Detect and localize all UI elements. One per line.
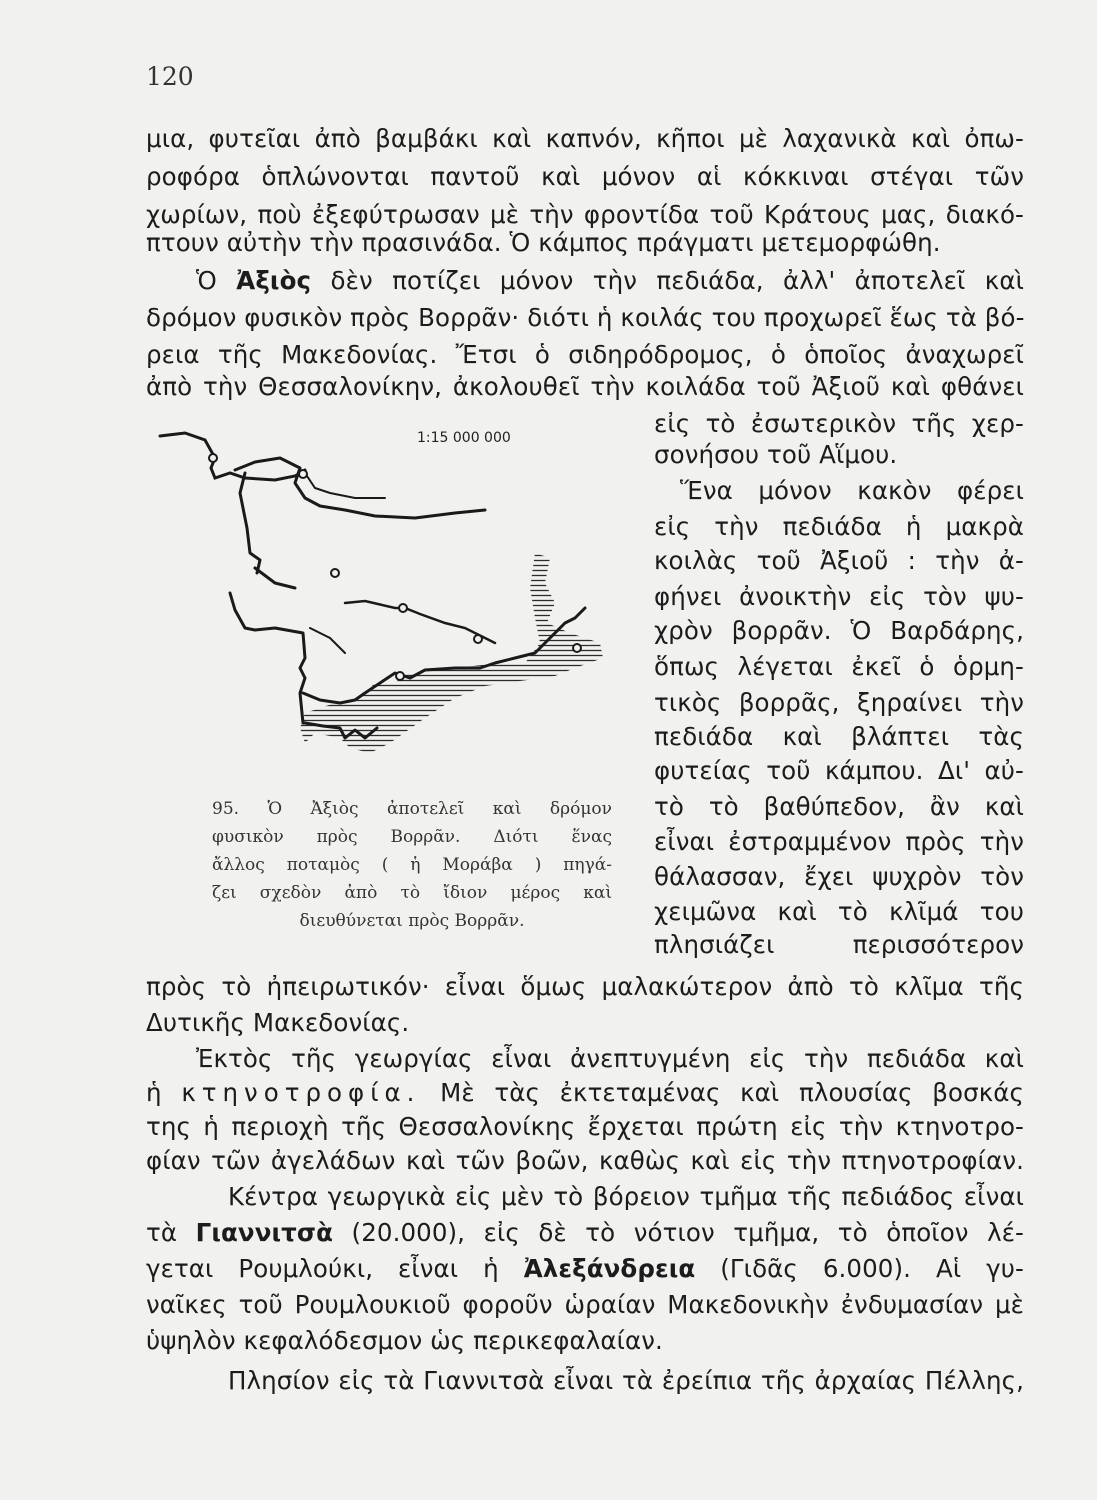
term-axios: Ἀξιὸς xyxy=(236,266,312,295)
map-scale-label: 1:15 000 000 xyxy=(417,430,511,446)
text: Ὁ xyxy=(196,266,237,295)
text: Μὲ τὰς ἐκτεταμένας καὶ πλουσίας βοσκάς xyxy=(420,1078,1024,1107)
body-line: Κέντρα γεωργικὰ εἰς μὲν τὸ βόρειον τμῆμα τῆς πεδιάδος εἶναι xyxy=(228,1182,1024,1211)
term-giannitsa: Γιαννιτσὰ xyxy=(195,1218,334,1247)
body-line: μια, φυτεῖαι ἀπὸ βαμβάκι καὶ καπνόν, κῆποι μὲ λαχανικὰ καὶ ὀπω- xyxy=(146,124,1024,153)
body-line-livestock xyxy=(146,1078,1024,1108)
text: (20.000), εἰς δὲ τὸ νότιον τμῆμα, τὸ ὁποῖον λέ- xyxy=(333,1218,1024,1247)
figure-caption-line: 95. Ὁ Ἀξιὸς ἀποτελεῖ καὶ δρόμον xyxy=(212,799,612,819)
axios-river xyxy=(160,433,305,480)
river-north xyxy=(305,473,385,498)
text: ἡ xyxy=(146,1078,182,1107)
column-line: φήνει ἀνοικτὴν εἰς τὸν ψυ- xyxy=(654,582,1024,611)
column-line: ὅπως λέγεται ἐκεῖ ὁ ὁρμη- xyxy=(654,652,1024,681)
figure-caption-line: φυσικὸν πρὸς Βορρᾶν. Διότι ἕνας xyxy=(212,827,612,847)
town-marker xyxy=(396,672,404,680)
town-marker xyxy=(331,569,339,577)
text: (Γιδᾶς 6.000). Αἱ γυ- xyxy=(695,1254,1024,1283)
body-line: της ἡ περιοχὴ τῆς Θεσσαλονίκης ἔρχεται πρώτη εἰς τὴν κτηνοτρο- xyxy=(146,1112,1024,1141)
column-line: πεδιάδα καὶ βλάπτει τὰς xyxy=(654,722,1024,751)
column-line: εἰς τὴν πεδιάδα ἡ μακρὰ xyxy=(654,512,1024,541)
page-number: 120 xyxy=(146,62,194,91)
figure-caption-line: διευθύνεται πρὸς Βορρᾶν. xyxy=(299,911,525,931)
town-marker xyxy=(573,644,581,652)
body-line: Πλησίον εἰς τὰ Γιαννιτσὰ εἶναι τὰ ἐρείπια τῆς ἀρχαίας Πέλλης, xyxy=(228,1366,1024,1395)
text: τὰ xyxy=(146,1218,196,1247)
figure-caption-line: ἄλλος ποταμὸς ( ἡ Μοράβα ) πηγά- xyxy=(212,855,612,875)
figure-caption-line: ζει σχεδὸν ἀπὸ τὸ ἴδιον μέρος καὶ xyxy=(212,883,612,903)
column-line: τὸ τὸ βαθύπεδον, ἂν καὶ xyxy=(654,792,1024,821)
column-line: φυτείας τοῦ κάμπου. Δι' αὐ- xyxy=(654,756,1024,785)
body-line: ρεια τῆς Μακεδονίας. Ἔτσι ὁ σιδηρόδρομος, ὁ ὁποῖος ἀναχωρεῖ xyxy=(146,340,1024,369)
river-center xyxy=(310,628,345,653)
column-line: θάλασσαν, ἔχει ψυχρὸν τὸν xyxy=(654,862,1024,891)
column-line: χρὸν βορρᾶν. Ὁ Βαρδάρης, xyxy=(654,616,1024,645)
term-alexandreia: Ἀλεξάνδρεια xyxy=(523,1254,696,1283)
column-line: εἶναι ἐστραμμένον πρὸς τὴν xyxy=(654,827,1024,856)
body-line: Ἐκτὸς τῆς γεωργίας εἶναι ἀνεπτυγμένη εἰς τὴν πεδιάδα καὶ xyxy=(196,1044,1024,1073)
body-line: ἀπὸ τὴν Θεσσαλονίκην, ἀκολουθεῖ τὴν κοιλάδα τοῦ Ἀξιοῦ καὶ φθάνει xyxy=(146,372,1024,401)
body-line: ὑψηλὸν κεφαλόδεσμον ὡς περικεφαλαίαν. xyxy=(146,1326,663,1355)
town-marker xyxy=(299,470,307,478)
column-line: κοιλὰς τοῦ Ἀξιοῦ : τὴν ἀ- xyxy=(654,546,1024,575)
column-line: πλησιάζει περισσότερον xyxy=(654,930,1024,959)
body-line: ροφόρα ὁπλώνονται παντοῦ καὶ μόνον αἱ κόκκιναι στέγαι τῶν xyxy=(146,162,1024,191)
term-livestock: κτηνοτροφία. xyxy=(181,1078,421,1107)
column-line: εἰς τὸ ἐσωτερικὸν τῆς χερ- xyxy=(654,409,1024,438)
town-marker xyxy=(399,604,407,612)
body-line: χωρίων, ποὺ ἐξεφύτρωσαν μὲ τὴν φροντίδα τοῦ Κράτους μας, διακό- xyxy=(146,200,1024,229)
column-line: τικὸς βορρᾶς, ξηραίνει τὴν xyxy=(654,688,1024,717)
body-line-axios xyxy=(196,266,1024,296)
body-line: δρόμον φυσικὸν πρὸς Βορρᾶν· διότι ἡ κοιλάς του προχωρεῖ ἕως τὰ βό- xyxy=(146,303,1025,332)
column-line: σονήσου τοῦ Αἵμου. xyxy=(654,440,898,469)
axios-map xyxy=(155,418,625,778)
body-line: Δυτικῆς Μακεδονίας. xyxy=(146,1008,410,1037)
column-line: Ἕνα μόνον κακὸν φέρει xyxy=(680,476,1024,505)
river-east xyxy=(345,601,495,643)
body-line: ναῖκες τοῦ Ρουμλουκιοῦ φοροῦν ὡραίαν Μακεδονικὴν ἐνδυμασίαν μὲ xyxy=(146,1290,1024,1319)
text: γεται Ρουμλούκι, εἶναι ἡ xyxy=(146,1254,524,1283)
town-marker xyxy=(474,635,482,643)
text: δὲν ποτίζει μόνον τὴν πεδιάδα, ἀλλ' ἀποτελεῖ καὶ xyxy=(311,266,1024,295)
body-line: φίαν τῶν ἀγελάδων καὶ τῶν βοῶν, καθὼς καὶ εἰς τὴν πτηνοτροφίαν. xyxy=(146,1146,1024,1175)
town-marker xyxy=(209,454,217,462)
column-line: χειμῶνα καὶ τὸ κλῖμά του xyxy=(654,897,1024,926)
body-line-giannitsa xyxy=(146,1218,1024,1248)
body-line: πρὸς τὸ ἠπειρωτικόν· εἶναι ὅμως μαλακώτερον ἀπὸ τὸ κλῖμα τῆς xyxy=(146,972,1024,1001)
body-line: πτουν αὐτὴν τὴν πρασινάδα. Ὁ κάμπος πράγματι μετεμορφώθη. xyxy=(146,228,941,257)
body-line-alexandreia xyxy=(146,1254,1024,1284)
